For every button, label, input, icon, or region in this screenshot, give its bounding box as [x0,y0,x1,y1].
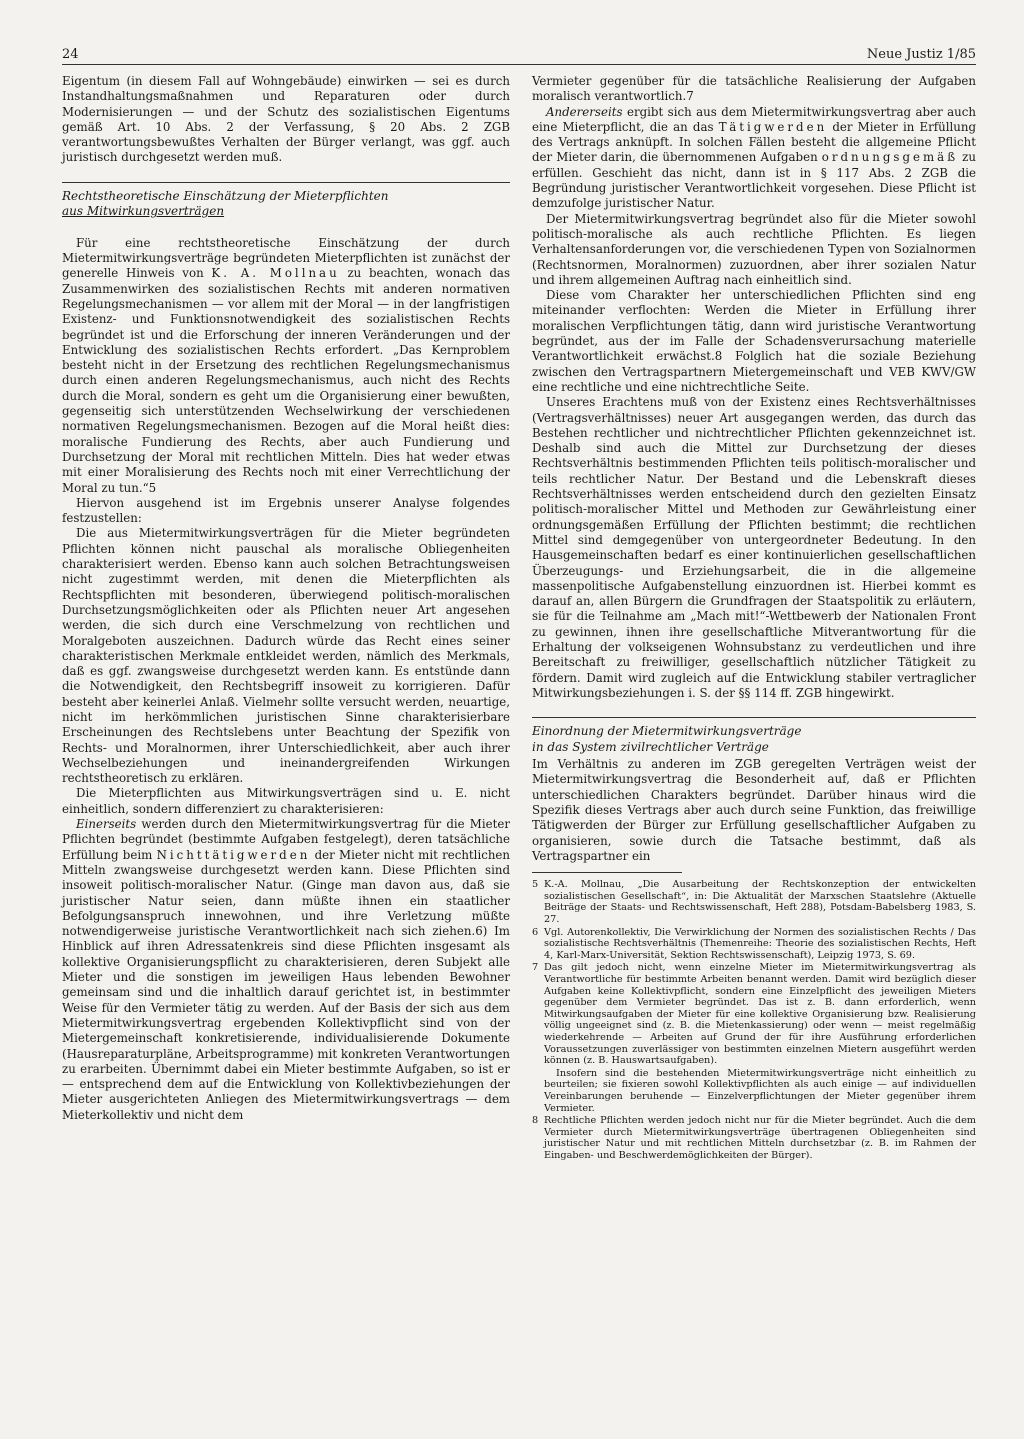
footnote-rule [532,872,682,873]
paragraph-7: Der Mietermitwirkungsvertrag begründet also für die Mieter sowohl politisch-moralische als auch rechtliche Pflichten. Es liegen Verhaltensanforderungen vor, die verschiedenen Typen von Sozialnormen (Rechtsnormen, Moralnormen) zuzuordnen, aber ihrer sozialen Natur und ihrem allgemeinen Auftrag nach einheitlich sind. [532,211,976,287]
section-heading-2 [532,724,976,755]
paragraph-4: Die Mieterpflichten aus Mitwirkungsverträgen sind u. E. nicht einheitlich, sondern differenziert zu charakterisieren: [62,786,510,816]
paragraph-intro: Eigentum (in diesem Fall auf Wohngebäude) einwirken — sei es durch Instandhaltungsmaßnahmen und Reparaturen oder durch Modernisierungen — und der Schutz des sozialistischen Eigentums gemäß Art. 10 Abs. 2 der Verfassung, § 20 Abs. 2 ZGB verantwortungsbewußtes Verhalten der Bürger verlangt, was ggf. auch juristisch durchgesetzt werden muß. [62,74,510,165]
section-heading-1-line2: aus Mitwirkungsverträgen [62,204,225,219]
footnote-text: K.-A. Mollnau, „Die Ausarbeitung der Rechtskonzeption der entwickelten sozialistischen Gesellschaft“, in: Die Aktualität der Marxschen Staatslehre (Aktuelle Beiträge der Staats- und Rechtswissenschaft, Heft 288), Potsdam-Babelsberg 1983, S. 27. [544,879,976,926]
footnote-text: Das gilt jedoch nicht, wenn einzelne Mieter im Mietermitwirkungsvertrag als Verantwortliche für bestimmte Arbeiten benannt werden. Damit wird bezüglich dieser Aufgaben keine Kollektivpflicht, sondern eine Einzelpflicht des jeweiligen Mieters gegenüber dem Vermieter begründet. Das ist z. B. dann erforderlich, wenn Mitwirkungsaufgaben der Mieter für eine kollektive Organisierung bzw. Realisierung völlig ungeeignet sind (z. B. die Mietenkassierung) oder wenn — meist regelmäßig wiederkehrende — Arbeiten auf Grund der für ihre Ausführung erforderlichen Voraussetzungen zuverlässiger von bestimmten einzelnen Mietern ausgeführt werden können (z. B. Hauswartsaufgaben). [544,962,976,1067]
section-heading-1-line1: Rechtstheoretische Einschätzung der Mieterpflichten [62,188,389,203]
paragraph-6-c: zu erfüllen. Geschieht das nicht, dann ist in § 117 Abs. 2 ZGB die Begründung juristischer Verantwortlichkeit vorgesehen. Diese Pflicht ist demzufolge juristischer Natur. [532,150,976,211]
footnote-7 [532,962,976,1066]
paragraph-5-b: der Mieter nicht mit rechtlichen Mitteln zwangsweise durchgesetzt werden kann. Diese Pflichten sind insoweit politisch-moralischer Natur. (Ginge man davon aus, daß sie juristischer Natur seien, dann müßte ihnen ein staatlicher Befolgungsanspruch innewohnen, und ihre Verletzung müßte notwendigerweise juristische Verantwortlichkeit nach sich ziehen.6) Im Hinblick auf ihren Adressatenkreis sind diese Pflichten insgesamt als kollektive Organisierungspflicht zu charakterisieren, deren Subjekt alle Mieter und die sonstigen im jeweiligen Haus lebenden Bewohner gemeinsam sind und die inhaltlich darauf gerichtet ist, in bestimmter Weise für den Vermieter tätig zu werden. Auf der Basis der sich aus dem Mietermitwirkungsvertrag ergebenden Kollektivpflicht sind von der Mietergemeinschaft konkretisierende, individualisierende Dokumente (Hausreparaturpläne, Arbeitsprogramme) mit konkreten Verantwortungen zu erarbeiten. Übernimmt dabei ein Mieter bestimmte Aufgaben, so ist er — entsprechend dem auf die Entwicklung von Kollektivbeziehungen der Mieter ausgerichteten Anliegen des Mietermitwirkungsvertrags — dem Mieterkollektiv und nicht dem [62,847,511,1122]
journal-issue: Neue Justiz 1/85 [866,47,976,62]
footnote-number: 8 [532,1115,539,1127]
section-heading-1 [62,189,510,220]
footnote-6 [532,927,976,962]
paragraph-3: Die aus Mietermitwirkungsverträgen für die Mieter begründeten Pflichten können nicht pauschal als moralische Obliegenheiten charakterisiert werden. Ebenso kann auch solchen Betrachtungsweisen nicht zugestimmt werden, mit denen die Mieterpflichten als Rechtspflichten mit besonderen, überwiegend politisch-moralischen Durchsetzungsmöglichkeiten oder als Pflichten neuer Art angesehen werden, die sich durch eine Verschmelzung von rechtlichen und Moralgeboten auszeichnen. Dadurch würde das Recht eines seiner charakteristischen Merkmale entkleidet werden, nämlich des Merkmals, daß es ggf. zwangsweise durchgesetzt werden kann. Es entstünde dann die Notwendigkeit, den Rechtsbegriff insoweit zu korrigieren. Dafür besteht aber keinerlei Anlaß. Vielmehr sollte versucht werden, neuartige, nicht im herkömmlichen juristischen Sinne charakterisierbare Erscheinungen des Rechtslebens unter Beachtung der Spezifik von Rechts- und Moralnormen, ihrer Unterschiedlichkeit, aber auch ihrer Wechselbeziehungen und ineinandergreifenden Wirkungen rechtstheoretisch zu erklären. [62,526,510,786]
paragraph-6-spaced-1: Tätigwerden [718,119,828,134]
paragraph-1 [62,236,510,496]
paragraph-5-lead: Einerseits [76,817,137,832]
paragraph-1-b: zu beachten, wonach das Zusammenwirken des sozialistischen Rechts mit anderen normativen Regelungsmechanismen — vor allem mit der Moral — in der langfristigen Existenz- und Funktionsnotwendigkeit des sozialistischen Rechts begründet ist und die Erforschung der inneren Veränderungen und der Entwicklung des sozialistischen Rechts erfordert. „Das Kernproblem besteht nicht in der Ersetzung des rechtlichen Regelungsmechanismus durch einen anderen Regelungsmechanismus, auch nicht des Rechts durch die Moral, sondern es geht um die Organisierung einer bewußten, gegenseitig sich unterstützenden Wechselwirkung der verschiedenen normativen Regelungsmechanismen. Bezogen auf die Moral heißt dies: moralische Fundierung des Rechts, aber auch Fundierung und Durchsetzung der Moral mit rechtlichen Mitteln. Dies hat weder etwas mit einer Moralisierung des Rechts noch mit einer Verrechtlichung der Moral zu tun.“5 [62,266,510,495]
paragraph-5-spaced: Nichttätigwerden [156,847,311,862]
section-heading-2-line2: in das System zivilrechtlicher Verträge [532,739,769,754]
paragraph-10: Im Verhältnis zu anderen im ZGB geregelten Verträgen weist der Mietermitwirkungsvertrag die Besonderheit auf, daß er Pflichten unterschiedlichen Charakters begründet. Darüber hinaus wird die Spezifik dieses Vertrags aber auch durch seine Funktion, das freiwillige Tätigwerden der Bürger zur Erfüllung gesellschaftlicher Aufgaben zu organisieren, sowie durch die Tatsache bestimmt, daß als Vertragspartner ein [532,757,976,863]
footnote-number: 5 [532,879,539,891]
paragraph-2: Hiervon ausgehend ist im Ergebnis unserer Analyse folgendes festzustellen: [62,495,510,526]
footnote-number: 7 [532,962,539,974]
footnote-text: Vgl. Autorenkollektiv, Die Verwirklichung der Normen des sozialistischen Rechts / Das sozialistische Rechtsverhältnis (Themenreihe: Theorie des sozialistischen Rechts, Heft 4, Karl-Marx-Universität, Sektion Rechtswissenschaft), Leipzig 1973, S. 69. [544,926,976,961]
footnote-number: 6 [532,926,539,938]
paragraph-6-lead: Andererseits [546,104,623,119]
paragraph-6-spaced-2: ordnungsgemäß [821,150,959,165]
paragraph-6-a: ergibt sich aus dem Mietermitwirkungsvertrag aber auch eine Mieterpflicht, die an das [532,104,976,134]
paragraph-6 [532,105,976,212]
paragraph-8: Diese vom Charakter her unterschiedlichen Pflichten sind eng miteinander verflochten: Werden die Mieter in Erfüllung ihrer moralischen Verpflichtungen tätig, dann wird juristische Verantwortung begründet, aus der im Falle der Schadensverursachung materielle Verantwortlichkeit erwächst.8 Folglich hat die soziale Beziehung zwischen den Vertragspartnern Mietergemeinschaft und VEB KWV/GW eine rechtliche und eine nichtrechtliche Seite. [532,288,976,394]
paragraph-5-a: werden durch den Mietermitwirkungsvertrag für die Mieter Pflichten begründet (bestimmte Aufgaben festgelegt), deren tatsächliche Erfüllung beim [62,817,510,862]
header-rule [62,64,976,65]
footnotes [532,879,976,1161]
author-name: K. A. Mollnau [211,266,340,281]
paragraph-6-b: der Mieter in Erfüllung des Vertrags anknüpft. In solchen Fällen besteht die allgemeine Pflicht der Mieter darin, die übernommenen Aufgaben [532,119,976,165]
paragraph-9: Unseres Erachtens muß von der Existenz eines Rechtsverhältnisses (Vertragsverhältnisses) neuer Art ausgegangen werden, das durch das Bestehen rechtlicher und nichtrechtlicher Pflichten gekennzeichnet ist. Deshalb sind auch die Mittel zur Durchsetzung der dieses Rechtsverhältnis bestimmenden Pflichten teils politisch-moralischer und teils rechtlicher Natur. Der Bestand und die Lebenskraft dieses Rechtsverhältnisses werden entscheidend durch den gezielten Einsatz politisch-moralischer Mittel und Methoden zur Gewährleistung einer ordnungsgemäßen Erfüllung der Pflichten bestimmt; die rechtlichen Mittel sind demgegenüber von untergeordneter Bedeutung. In den Hausgemeinschaften bedarf es einer kontinuierlichen gesellschaftlichen Überzeugungs- und Erziehungsarbeit, die in die allgemeine massenpolitische Aufgabenstellung einzuordnen ist. Hierbei kommt es darauf an, allen Bürgern die Grundfragen der Staatspolitik zu erläutern, sie für die Teilnahme am „Mach mit!“-Wettbewerb der Nationalen Front zu gewinnen, ihnen ihre gesellschaftliche Mitverantwortung für die Erhaltung der volkseigenen Wohnsubstanz zu verdeutlichen und ihre Bereitschaft zu freiwilliger, gesellschaftlich nützlicher Tätigkeit zu fördern. Damit wird zugleich auf die Entwicklung stabiler vertraglicher Mitwirkungsbeziehungen i. S. der §§ 114 ff. ZGB hingewirkt. [532,395,976,700]
footnote-5 [532,879,976,925]
paragraph-5 [62,817,510,1123]
footnote-7-continued: Insofern sind die bestehenden Mietermitwirkungsverträge nicht einheitlich zu beurteilen; sie fixieren sowohl Kollektivpflichten als auch einige — auf individuellen Vereinbarungen beruhende — Einzelverpflichtungen der Mieter gegenüber ihrem Vermieter. [544,1067,976,1114]
paragraph-continued: Vermieter gegenüber für die tatsächliche Realisierung der Aufgaben moralisch verantwortlich.7 [532,74,976,104]
paragraph-1-a: Für eine rechtstheoretische Einschätzung der durch Mietermitwirkungsverträge begründeten Mieterpflichten ist zunächst der generelle Hinweis von [62,235,510,281]
left-column [62,74,510,1123]
right-column [532,74,976,1163]
section-divider [532,717,976,718]
footnote-text: Rechtliche Pflichten werden jedoch nicht nur für die Mieter begründet. Auch die dem Vermieter durch Mietermitwirkungsverträge übertragenen Obliegenheiten sind juristischer Natur und mit rechtlichen Mitteln durchsetzbar (z. B. im Rahmen der Eingaben- und Beschwerdemöglichkeiten der Bürger). [544,1115,976,1161]
section-heading-2-line1: Einordnung der Mietermitwirkungsverträge [532,724,802,739]
page-number: 24 [62,47,79,62]
section-divider [62,182,510,183]
footnote-8 [532,1115,976,1161]
